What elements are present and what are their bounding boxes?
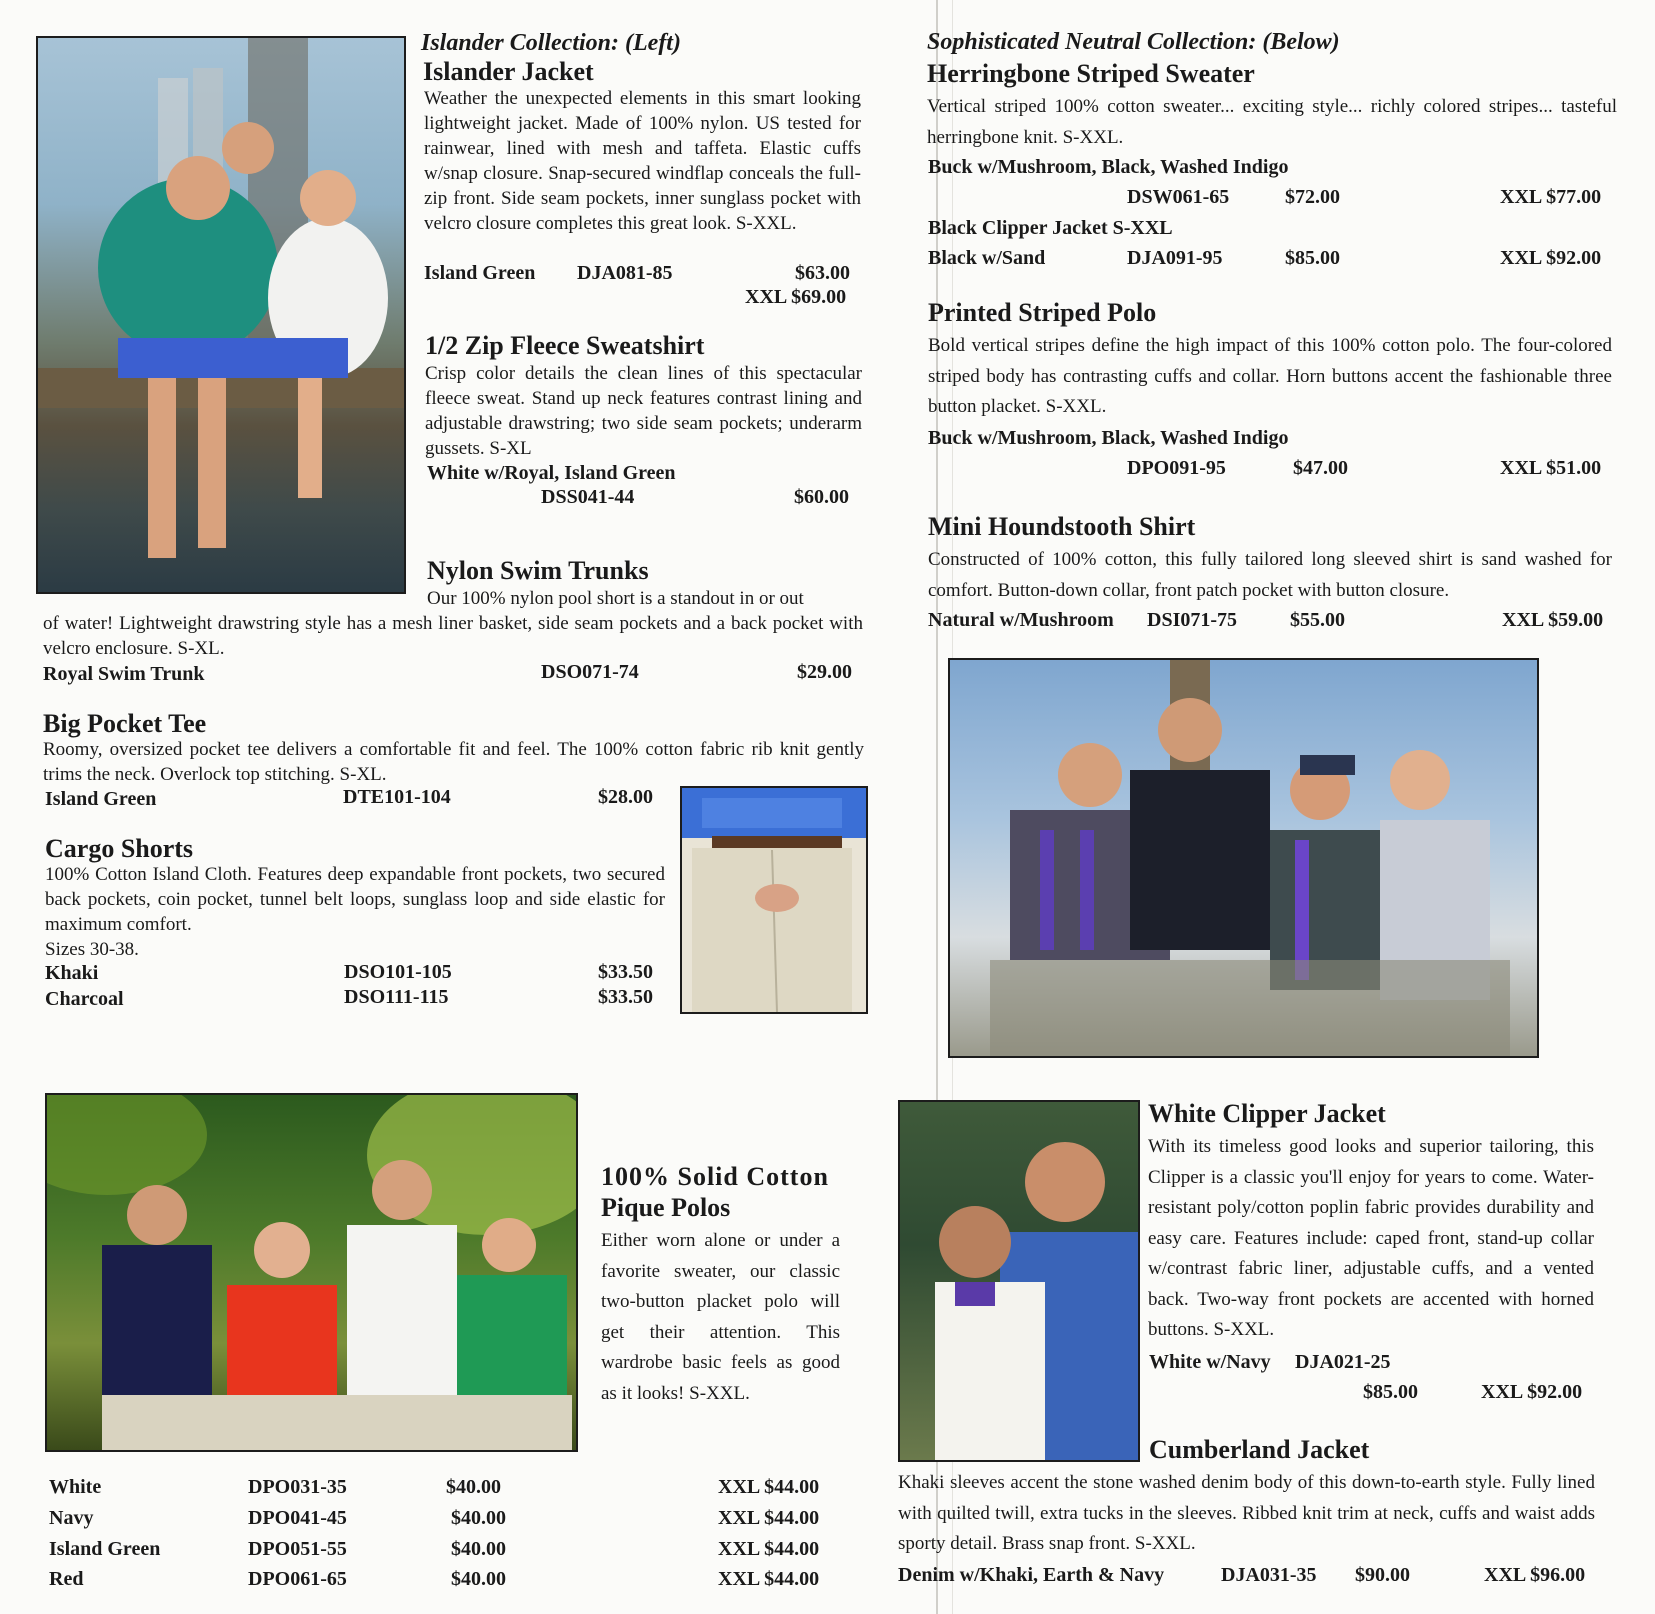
neutral-collection-heading: Sophisticated Neutral Collection: (Below) (927, 29, 1340, 55)
polos-photo (45, 1093, 578, 1452)
white-clipper-photo (898, 1100, 1140, 1462)
polo-row-color: Island Green (49, 1538, 161, 1560)
houndstooth-sku: DSI071-75 (1147, 609, 1238, 631)
polo-row-sku: DPO041-45 (248, 1507, 347, 1529)
polo-row-xxl: XXL $44.00 (718, 1476, 820, 1498)
cumberland-price: $90.00 (1355, 1564, 1410, 1586)
striped-polo-colors: Buck w/Mushroom, Black, Washed Indigo (928, 427, 1289, 449)
islander-photo (36, 36, 406, 594)
islander-sku: DJA081-85 (577, 262, 673, 284)
polo-row-xxl: XXL $44.00 (718, 1538, 820, 1560)
polo-row-price: $40.00 (446, 1476, 501, 1498)
houndstooth-title: Mini Houndstooth Shirt (928, 512, 1196, 541)
polo-row-color: Navy (49, 1507, 94, 1529)
striped-polo-price: $47.00 (1293, 457, 1348, 479)
polo-row-sku: DPO061-65 (248, 1568, 347, 1590)
white-clipper-description: With its timeless good looks and superior tailoring, this Clipper is a classic you'll enjoy for years to come. Water-resistant poly/cotton poplin fabric provides durability and easy care. Features include: caped front, stand-up collar w/contrast fabric liner, adjustable cuffs, and a vented back. Two-way front pockets are accented with horned buttons. S-XXL. (1148, 1136, 1594, 1340)
herringbone-description: Vertical striped 100% cotton sweater... exciting style... richly colored stripes... tasteful herringbone knit. S-XXL. (927, 96, 1617, 148)
herringbone-sku: DSW061-65 (1127, 186, 1230, 208)
polos-title-line2: Pique Polos (601, 1193, 731, 1222)
fleece-description: Crisp color details the clean lines of this spectacular fleece sweat. Stand up neck features contrast lining and adjustable drawstring; two side seam pockets; underarm gussets. S-XL (425, 363, 862, 459)
black-clipper-sku: DJA091-95 (1127, 247, 1223, 269)
islander-jacket-title: Islander Jacket (423, 57, 594, 86)
swim-trunks-description-2: of water! Lightweight drawstring style has a mesh liner basket, side seam pockets and a back pocket with velcro enclosure. S-XL. (43, 613, 863, 659)
white-clipper-title: White Clipper Jacket (1148, 1099, 1386, 1128)
swim-trunks-description-1: Our 100% nylon pool short is a standout in or out (427, 588, 804, 609)
polo-row-color: Red (49, 1568, 84, 1590)
white-clipper-sku: DJA021-25 (1295, 1351, 1391, 1373)
polo-row-sku: DPO031-35 (248, 1476, 347, 1498)
fleece-title: 1/2 Zip Fleece Sweatshirt (425, 331, 705, 360)
polos-description: Either worn alone or under a favorite sweater, our classic two-button placket polo will get their attention. This wardrobe basic feels as good as it looks! S-XXL. (601, 1230, 840, 1404)
cargo-row-price: $33.50 (598, 986, 653, 1008)
cumberland-xxl-price: XXL $96.00 (1484, 1564, 1586, 1586)
tee-sku: DTE101-104 (343, 786, 451, 808)
herringbone-xxl-price: XXL $77.00 (1500, 186, 1602, 208)
houndstooth-price: $55.00 (1290, 609, 1345, 631)
cargo-row-color: Khaki (45, 962, 99, 984)
swim-price: $29.00 (797, 661, 852, 683)
swim-sku: DSO071-74 (541, 661, 639, 683)
white-clipper-color: White w/Navy (1149, 1351, 1271, 1373)
polo-row-price: $40.00 (451, 1568, 506, 1590)
black-clipper-price: $85.00 (1285, 247, 1340, 269)
islander-price: $63.00 (795, 262, 850, 284)
striped-polo-description: Bold vertical stripes define the high impact of this 100% cotton polo. The four-colored striped body has contrasting cuffs and collar. Horn buttons accent the fashionable three button placket. S-XXL. (928, 335, 1612, 417)
black-clipper-line: Black Clipper Jacket S-XXL (928, 217, 1173, 239)
cargo-row-sku: DSO111-115 (344, 986, 449, 1008)
cumberland-description: Khaki sleeves accent the stone washed denim body of this down-to-earth style. Fully lined with quilted twill, extra tucks in the sleeves. Ribbed knit trim at neck, cuffs and waist adds sporty detail. Brass snap front. S-XXL. (898, 1472, 1595, 1554)
pocket-tee-description: Roomy, oversized pocket tee delivers a comfortable fit and feel. The 100% cotton fabric rib knit gently trims the neck. Overlock top stitching. S-XL. (43, 739, 864, 785)
black-clipper-xxl-price: XXL $92.00 (1500, 247, 1602, 269)
cargo-sizes: Sizes 30-38. (45, 939, 139, 960)
polo-row-xxl: XXL $44.00 (718, 1507, 820, 1529)
swim-color: Royal Swim Trunk (43, 663, 205, 685)
striped-polo-title: Printed Striped Polo (928, 298, 1157, 327)
islander-color: Island Green (424, 262, 536, 284)
striped-polo-xxl-price: XXL $51.00 (1500, 457, 1602, 479)
cargo-shorts-photo (680, 786, 868, 1014)
herringbone-title: Herringbone Striped Sweater (927, 59, 1255, 88)
polo-row-color: White (49, 1476, 102, 1498)
tee-price: $28.00 (598, 786, 653, 808)
cumberland-title: Cumberland Jacket (1149, 1435, 1370, 1464)
striped-polo-sku: DPO091-95 (1127, 457, 1226, 479)
fleece-price: $60.00 (794, 486, 849, 508)
cargo-row-price: $33.50 (598, 961, 653, 983)
fleece-sku: DSS041-44 (541, 486, 635, 508)
polo-row-price: $40.00 (451, 1538, 506, 1560)
polo-row-price: $40.00 (451, 1507, 506, 1529)
cumberland-colors: Denim w/Khaki, Earth & Navy (898, 1564, 1165, 1586)
cargo-shorts-title: Cargo Shorts (45, 834, 194, 863)
polo-row-xxl: XXL $44.00 (718, 1568, 820, 1590)
houndstooth-xxl-price: XXL $59.00 (1502, 609, 1604, 631)
herringbone-price: $72.00 (1285, 186, 1340, 208)
islander-xxl-price: XXL $69.00 (745, 286, 847, 308)
fleece-colors: White w/Royal, Island Green (427, 462, 676, 484)
tee-color: Island Green (45, 788, 157, 810)
polo-row-sku: DPO051-55 (248, 1538, 347, 1560)
houndstooth-description: Constructed of 100% cotton, this fully tailored long sleeved shirt is sand washed for comfort. Button-down collar, front patch pocket with button closure. (928, 549, 1612, 601)
white-clipper-xxl-price: XXL $92.00 (1481, 1381, 1583, 1403)
cargo-shorts-description: 100% Cotton Island Cloth. Features deep expandable front pockets, two secured back pockets, coin pocket, tunnel belt loops, sunglass loop and side elastic for maximum comfort. (45, 864, 665, 935)
cumberland-sku: DJA031-35 (1221, 1564, 1317, 1586)
islander-collection-heading: Islander Collection: (Left) (421, 30, 681, 56)
polos-title-line1: 100% Solid Cotton (601, 1162, 829, 1191)
herringbone-colors: Buck w/Mushroom, Black, Washed Indigo (928, 156, 1289, 178)
islander-jacket-description: Weather the unexpected elements in this smart looking lightweight jacket. Made of 100% nylon. US tested for rainwear, lined with mesh and taffeta. Elastic cuffs w/snap closure. Snap-secured windflap conceals the full-zip front. Side seam pockets, inner sunglass pocket with velcro closure completes this great look. S-XXL. (424, 88, 861, 234)
cargo-row-sku: DSO101-105 (344, 961, 452, 983)
houndstooth-color: Natural w/Mushroom (928, 609, 1114, 631)
white-clipper-price: $85.00 (1363, 1381, 1418, 1403)
swim-trunks-title: Nylon Swim Trunks (427, 556, 649, 585)
cargo-row-color: Charcoal (45, 988, 124, 1010)
black-clipper-color: Black w/Sand (928, 247, 1046, 269)
neutral-collection-photo (948, 658, 1539, 1058)
pocket-tee-title: Big Pocket Tee (43, 709, 207, 738)
